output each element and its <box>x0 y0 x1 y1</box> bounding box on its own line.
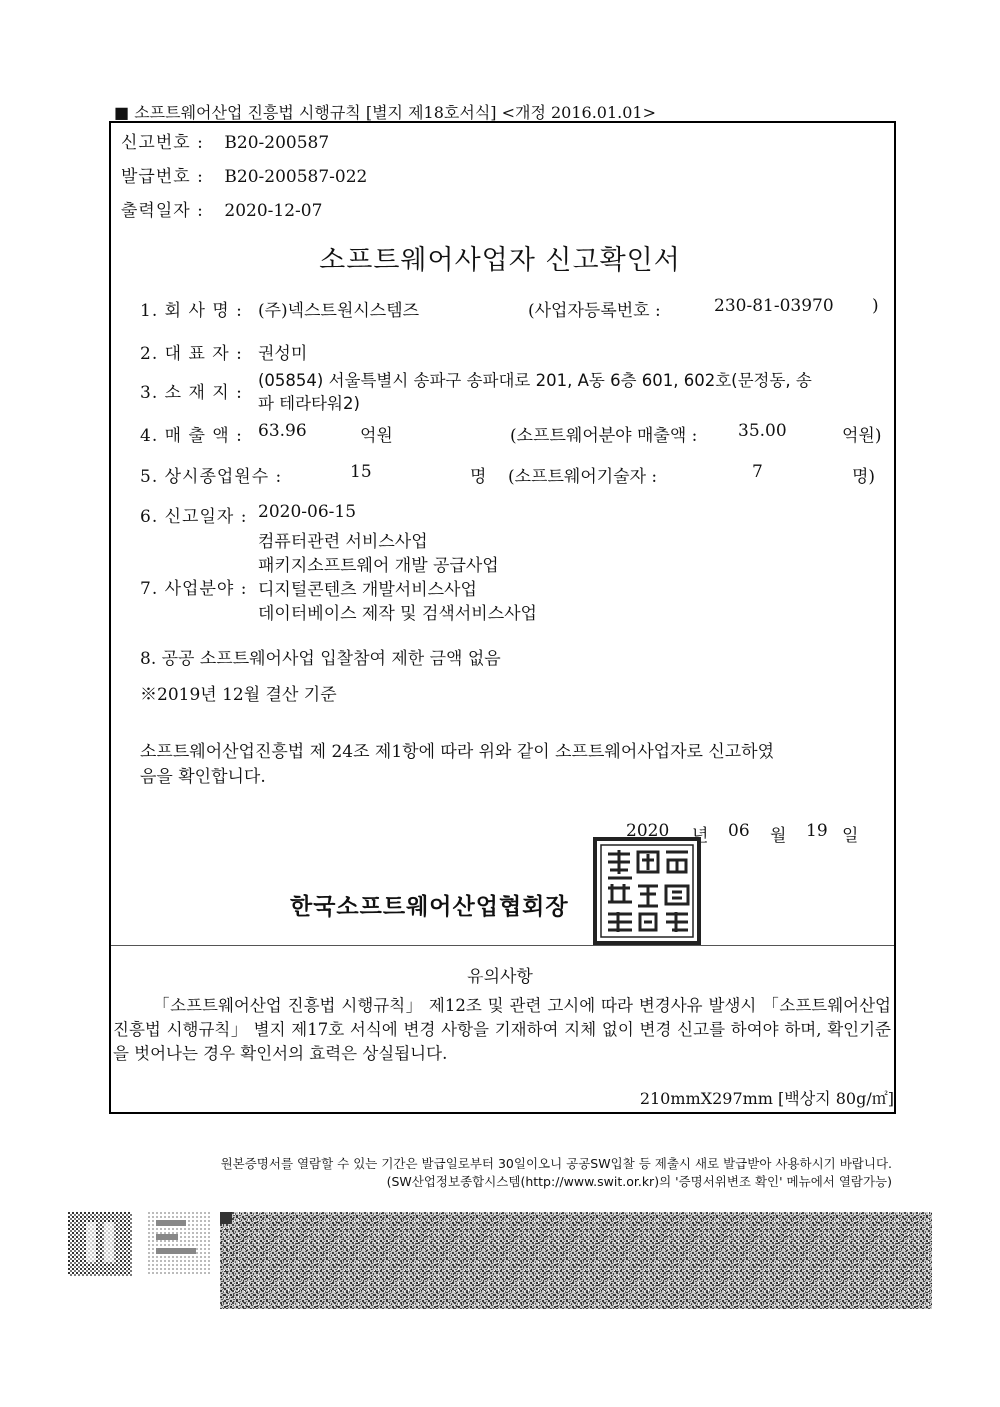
address-line-2: 파 테라타워2) <box>258 394 360 413</box>
document-title: 소프트웨어사업자 신고확인서 <box>319 245 681 276</box>
sw-engineers-label: (소프트웨어기술자 : <box>508 467 658 487</box>
issue-month: 06 <box>728 821 750 841</box>
form-header: ■ 소프트웨어산업 진흥법 시행규칙 [별지 제18호서식] <개정 2016.01.01> <box>114 103 657 122</box>
print-date-row <box>121 196 322 221</box>
statement-line-2: 음을 확인합니다. <box>140 767 266 787</box>
issue-month-unit: 월 <box>770 826 787 846</box>
bid-limit-text: 8. 공공 소프트웨어사업 입찰참여 제한 금액 없음 <box>140 649 501 669</box>
caution-title: 유의사항 <box>467 967 533 987</box>
issue-number-row <box>121 162 367 187</box>
sw-sales-unit: 억원) <box>842 426 882 446</box>
report-date-label: 6. 신고일자 : <box>140 507 248 527</box>
business-reg-label: (사업자등록번호 : <box>528 301 661 321</box>
sales-value: 63.96 <box>258 421 307 441</box>
business-field-item: 패키지소프트웨어 개발 공급사업 <box>258 556 499 576</box>
print-date-value: 2020-12-07 <box>224 201 323 221</box>
business-field-item: 데이터베이스 제작 및 검색서비스사업 <box>258 604 537 624</box>
issue-number-value: B20-200587-022 <box>224 167 368 187</box>
issue-day: 19 <box>806 821 828 841</box>
caution-text: 「소프트웨어산업 진흥법 시행규칙」 제12조 및 관련 고시에 따라 변경사유 발생시 「소프트웨어산업 진흥법 시행규칙」 별지 제17호 서식에 변경 사항을 기재하여 지체 없이 변경 신고를 하여야 하며, 확인기준을 벗어나는 경우 확인서의 효력은 상실됩니다. <box>113 996 891 1063</box>
address-label: 3. 소 재 지 : <box>140 383 243 403</box>
business-reg-value: 230-81-03970 <box>714 296 834 316</box>
issuer-name: 한국소프트웨어산업협회장 <box>290 894 569 920</box>
issue-day-unit: 일 <box>842 826 859 846</box>
employees-unit: 명 <box>470 467 487 487</box>
business-field-item: 컴퓨터관련 서비스사업 <box>258 532 428 552</box>
sw-engineers-value: 7 <box>752 462 763 482</box>
issue-number-label: 발급번호 : <box>121 167 204 187</box>
report-number-value: B20-200587 <box>224 133 330 153</box>
report-number-row <box>121 128 329 153</box>
employees-value: 15 <box>350 462 372 482</box>
footer-note-1: 원본증명서를 열람할 수 있는 기간은 발급일로부터 30일이오니 공공SW입찰 등 제출시 새로 발급받아 사용하시기 바랍니다. <box>220 1156 892 1171</box>
business-field-label: 7. 사업분야 : <box>140 579 248 599</box>
company-value: (주)넥스트원시스템즈 <box>258 301 420 321</box>
representative-value: 권성미 <box>258 344 308 364</box>
print-date-label: 출력일자 : <box>121 201 204 221</box>
report-number-label: 신고번호 : <box>121 133 204 153</box>
section-divider <box>111 945 894 946</box>
business-field-item: 디지털콘텐츠 개발서비스사업 <box>258 580 477 600</box>
business-reg-close: ) <box>872 296 879 316</box>
sw-sales-value: 35.00 <box>738 421 787 441</box>
report-date-value: 2020-06-15 <box>258 502 357 522</box>
statement-line-1: 소프트웨어산업진흥법 제 24조 제1항에 따라 위와 같이 소프트웨어사업자로 신고하였 <box>140 742 775 762</box>
sw-engineers-unit: 명) <box>852 467 876 487</box>
paper-size-note: 210mmX297mm [백상지 80g/㎡] <box>639 1089 894 1108</box>
representative-label: 2. 대 표 자 : <box>140 344 243 364</box>
document-barcode <box>220 1212 932 1309</box>
company-label: 1. 회 사 명 : <box>140 301 243 321</box>
address-line-1: (05854) 서울특별시 송파구 송파대로 201, A동 6층 601, 602호(문정동, 송 <box>258 371 812 390</box>
official-seal-icon <box>592 836 702 946</box>
sales-label: 4. 매 출 액 : <box>140 426 243 446</box>
issue-year-unit: 년 <box>692 826 709 846</box>
sw-sales-label: (소프트웨어분야 매출액 : <box>510 426 698 446</box>
sales-unit: 억원 <box>360 426 393 446</box>
employees-label: 5. 상시종업원수 : <box>140 467 283 487</box>
issue-year: 2020 <box>626 821 670 841</box>
footer-note-2: (SW산업정보종합시스템(http://www.swit.or.kr)의 '증명서위변조 확인' 메뉴에서 열람가능) <box>386 1174 892 1189</box>
verification-code-icon <box>68 1212 214 1276</box>
settlement-basis: ※2019년 12월 결산 기준 <box>140 685 337 705</box>
